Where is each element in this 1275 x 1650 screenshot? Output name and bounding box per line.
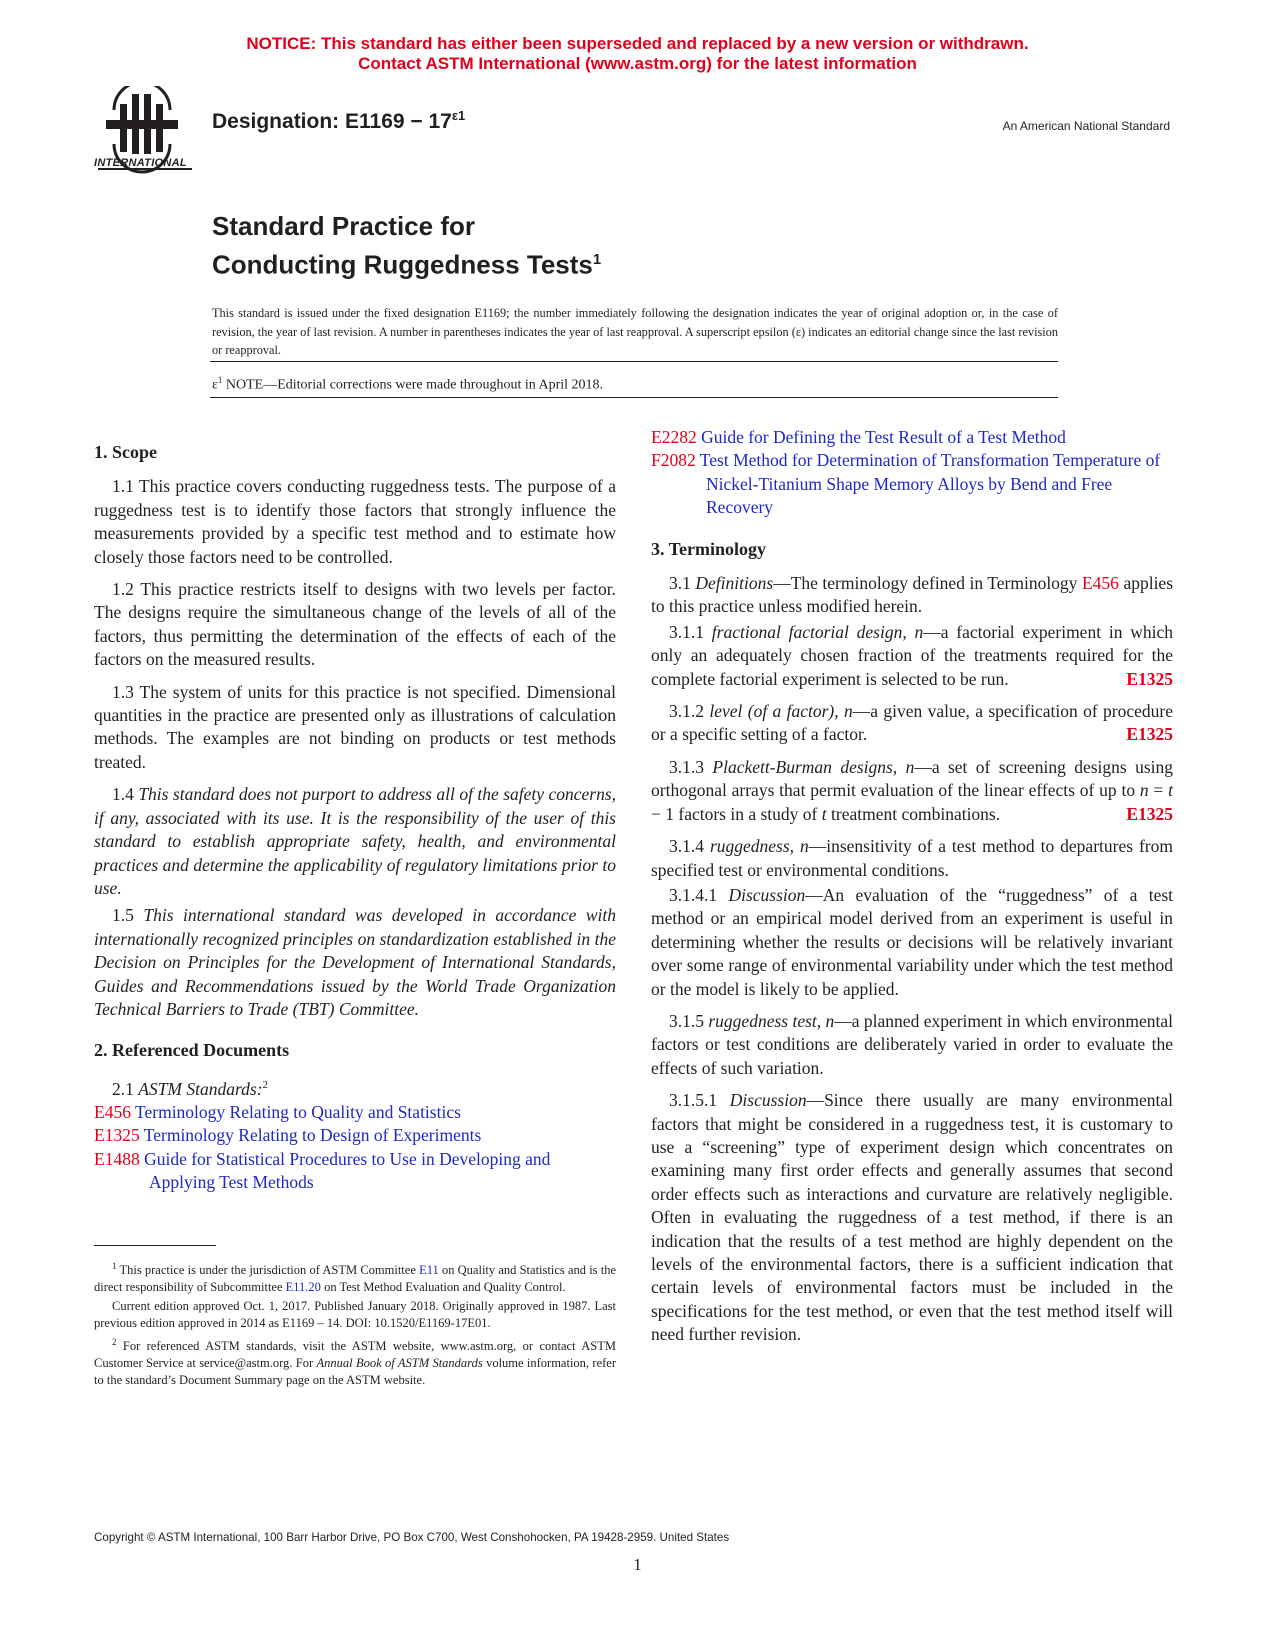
footnote-2: $^2$ For referenced ASTM standards, visit the ASTM website, www.astm.org, or contact ASTM Customer Service at service@astm.org. For Annual Book of ASTM Standards volume information, refer to the standard’s Document Summary page on the ASTM website. (94, 1337, 616, 1388)
link-subcommittee-e11-20[interactable]: E11.20 (285, 1280, 321, 1295)
national-standard-label: An American National Standard (1002, 119, 1170, 133)
footnotes (94, 1258, 616, 1391)
designation (212, 108, 465, 134)
source-ref-e1325[interactable]: E1325 (1126, 724, 1173, 745)
footnote-divider (94, 1245, 216, 1246)
reference-link-e1325[interactable]: E1325 Terminology Relating to Design of Experiments (94, 1125, 482, 1146)
notice-line-2: Contact ASTM International (www.astm.org) for the latest information (358, 54, 917, 73)
title-line-2: Conducting Ruggedness Tests$^1$ (212, 249, 602, 280)
designation-epsilon: ε1 (451, 108, 466, 123)
divider-bottom (210, 397, 1058, 398)
footnote-edition: Current edition approved Oct. 1, 2017. Published January 2018. Originally approved in 1987. Last previous edition approved in 2014 as E1169 – 14. DOI: 10.1520/E1169-17E01. (94, 1299, 616, 1331)
term-3-1: 3.1 Definitions—The terminology defined in Terminology E456 applies to this practice unless modified herein. (651, 573, 1174, 617)
para-1-5: 1.5 This international standard was developed in accordance with internationally recognized principles on standardization established in the Decision on Principles for the Development of International Standards, Guides and Recommendations issued by the World Trade Organization Technical Barriers to Trade (TBT) Committee. (94, 905, 617, 1019)
link-e456[interactable]: E456 (1081, 573, 1119, 594)
para-1-1: 1.1 This practice covers conducting ruggedness tests. The purpose of a ruggedness test is to identify those factors that strongly influence the measurements provided by a specific test method and to estimate how closely those factors need to be controlled. (94, 476, 616, 567)
notice-line-1: NOTICE: This standard has either been superseded and replaced by a new version or withdrawn. (246, 34, 1029, 53)
source-ref-e1325[interactable]: E1325 (1126, 668, 1173, 689)
right-column (651, 426, 1173, 1356)
term-3-1-4: 3.1.4 ruggedness, n—insensitivity of a test method to departures from specified test or environmental conditions. (651, 836, 1173, 880)
page-number: 1 (633, 1555, 642, 1574)
link-committee-e11[interactable]: E11 (419, 1263, 439, 1278)
term-3-1-5: 3.1.5 ruggedness test, n—a planned experiment in which environmental factors or test conditions are deliberately varied in order to evaluate the effects of such variation. (651, 1010, 1173, 1078)
reference-link-f2082[interactable]: F2082 Test Method for Determination of Transformation Temperature of Nickel-Titanium Shape Memory Alloys by Bend and Free Recovery (651, 450, 1161, 518)
title-line-1: Standard Practice for (212, 211, 475, 241)
section-terminology-heading: 3. Terminology (651, 538, 767, 559)
term-3-1-3: 3.1.3 Plackett-Burman designs, n—a set of screening designs using orthogonal arrays that permit evaluation of the linear effects of up to n = t − 1 factors in a study of t treatment combinations. E1325 (651, 756, 1173, 826)
term-3-1-4-1: 3.1.4.1 Discussion—An evaluation of the “ruggedness” of a test method or an empirical model derived from an experiment is useful in determining whether the results or decisions will be relatively invariant over some range of environmental variability under which the test method or the model is likely to be applied. (651, 884, 1174, 999)
para-1-3: 1.3 The system of units for this practice is not specified. Dimensional quantities in the practice are presented only as illustrations of calculation methods. The examples are not binding on products or test methods treated. (94, 681, 616, 772)
divider-top (210, 361, 1058, 362)
epsilon-note: $\varepsilon^1$ NOTE—Editorial corrections were made throughout in April 2018. (212, 375, 604, 393)
copyright-line: Copyright © ASTM International, 100 Barr Harbor Drive, PO Box C700, West Conshohocken, PA 19428-2959. United States (94, 1531, 730, 1544)
withdrawal-notice (0, 34, 1275, 74)
issued-note: This standard is issued under the fixed designation E1169; the number immediately following the designation indicates the year of original adoption or, in the case of revision, the year of last revision. A number in parentheses indicates the year of last reapproval. A superscript epsilon (ε) indicates an editorial change since the last revision or reapproval. (212, 306, 1058, 357)
reference-link-e1488[interactable]: E1488 Guide for Statistical Procedures to Use in Developing and Applying Test Methods (94, 1148, 551, 1193)
para-2-1: 2.1 ASTM Standards:$^2$ (112, 1078, 269, 1099)
astm-logo-text: INTERNATIONAL (94, 157, 187, 169)
section-scope-heading: 1. Scope (94, 442, 157, 462)
title-footnote-ref: 1 (592, 251, 602, 268)
term-3-1-1: 3.1.1 fractional factorial design, n—a factorial experiment in which only an adequately chosen fraction of the treatments required for the complete factorial experiment is selected to be run. E1325 (651, 621, 1173, 691)
term-3-1-2: 3.1.2 level (of a factor), n—a given value, a specification of procedure or a specific setting of a factor. E1325 (651, 700, 1173, 747)
para-1-4: 1.4 This standard does not purport to address all of the safety concerns, if any, associated with its use. It is the responsibility of the user of this standard to establish appropriate safety, health, and environmental practices and determine the applicability of regulatory limitations prior to use. (94, 784, 617, 898)
designation-text: Designation: E1169 − 17 (212, 110, 452, 133)
document-title (212, 210, 601, 282)
footnote-1: $^1$ This practice is under the jurisdiction of ASTM Committee E11 on Quality and Statistics and is the direct responsibility of Subcommittee E11.20 on Test Method Evaluation and Quality Control. (94, 1261, 616, 1295)
section-referenced-heading: 2. Referenced Documents (94, 1040, 290, 1061)
para-1-2: 1.2 This practice restricts itself to designs with two levels per factor. The designs require the simultaneous change of the levels of all of the factors, thus permitting the determination of the effects of each of the factors on the measured results. (94, 579, 616, 670)
source-ref-e1325[interactable]: E1325 (1126, 803, 1173, 824)
reference-link-e456[interactable]: E456 Terminology Relating to Quality and Statistics (94, 1101, 461, 1122)
term-3-1-5-1: 3.1.5.1 Discussion—Since there usually are many environmental factors that might be considered in a ruggedness test, it is customary to use a “screening” type of experiment design which concentrates on examining many first order effects and generally assumes that second order effects such as interactions and curvature are relatively negligible. Often in evaluating the ruggedness of a test method, if there is an indication that the results of a test method are highly dependent on the levels of the environmental factors, there is a sufficient indication that certain levels of environmental factors must be included in the specifications for the test method, or even that the test method itself will need further revision. (651, 1090, 1173, 1345)
reference-link-e2282[interactable]: E2282 Guide for Defining the Test Result of a Test Method (651, 427, 1066, 447)
left-column (94, 441, 616, 1195)
